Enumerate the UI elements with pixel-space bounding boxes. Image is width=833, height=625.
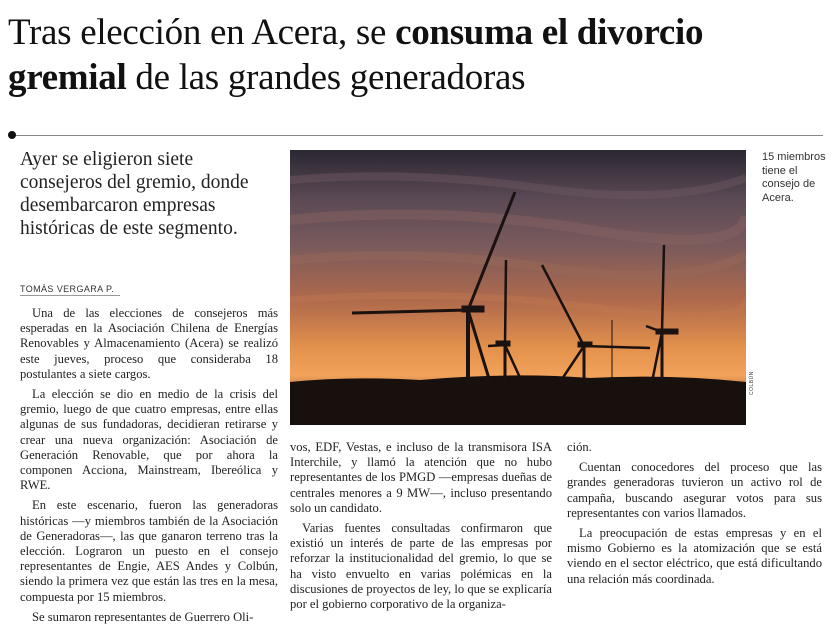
- paragraph: vos, EDF, Vestas, e incluso de la transmisora ISA Interchile, y llamó la atención que no hubo representantes de los PMGD —empresas dueñas de centrales menores a 9 MW—, incluso presentando solo un candidato.: [290, 440, 552, 515]
- paragraph: Cuentan conocedores del proceso que las grandes generadoras tuvieron un activo rol de campaña, buscando asegurar votos para sus representantes con varios llamados.: [567, 460, 822, 520]
- section-rule: [8, 135, 823, 136]
- paragraph: Varias fuentes consultadas confirmaron que existió un interés de parte de las empresas por reforzar la institucionalidad del gremio, lo que se ha visto envuelto en varias polémicas en la discusiones de proyectos de ley, lo que se explicaría por el gobierno corporativo de la organiza-: [290, 521, 552, 612]
- headline-part-2: de las grandes generadoras: [126, 57, 526, 98]
- article-column-3: [567, 440, 822, 587]
- paragraph: ción.: [567, 440, 592, 454]
- photo-credit: COLBÚN: [749, 371, 755, 395]
- headline-bold-2: gremial: [8, 57, 127, 98]
- paragraph: Una de las elecciones de consejeros más esperadas en la Asociación Chilena de Energías Renovables y Almacenamiento (Acera) se realizó este jueves, proceso que consideraba 18 postulantes a siete cargos.: [20, 306, 278, 381]
- photo-caption: 15 miembros tiene el consejo de Acera.: [762, 151, 826, 204]
- headline-bold-1: consuma el divorcio: [395, 12, 704, 53]
- headline-part-1: Tras elección en Acera, se: [8, 12, 396, 53]
- rule-bullet: [8, 131, 16, 139]
- lead-paragraph: Ayer se eligieron siete consejeros del gremio, donde desembarcaron empresas históricas de este segmento.: [20, 149, 249, 239]
- headline: [8, 10, 823, 100]
- paragraph: Se sumaron representantes de Guerrero Oli-: [32, 609, 254, 624]
- paragraph: La elección se dio en medio de la crisis del gremio, luego de que cuatro empresas, entre ellas algunas de sus fundadoras, decidieran retirarse y crear una nueva organización: Asociación de Generación Renovable, que por ahora la componen Acciona, Mainstream, Ibereólica y RWE.: [20, 387, 278, 493]
- article-column-1: [20, 306, 278, 625]
- paragraph: En este escenario, fueron las generadoras históricas —y miembros también de la Asociación de Generadoras—, las que ganaron terreno tras la elección. Lograron un puesto en el consejo representantes de Engie, AES Andes y Colbún, siendo la primera vez que están las tres en la mesa, compuesta por 15 miembros.: [20, 498, 278, 604]
- byline: TOMÁS VERGARA P.: [20, 284, 115, 294]
- byline-divider: [20, 295, 120, 296]
- wind-turbines-photo: [290, 150, 746, 425]
- paragraph: La preocupación de estas empresas y en el mismo Gobierno es la atomización que se está viendo en el sector eléctrico, que está dificultando una relación más coordinada.: [567, 526, 822, 586]
- photo-illustration: [290, 150, 746, 425]
- article-column-2: [290, 440, 552, 612]
